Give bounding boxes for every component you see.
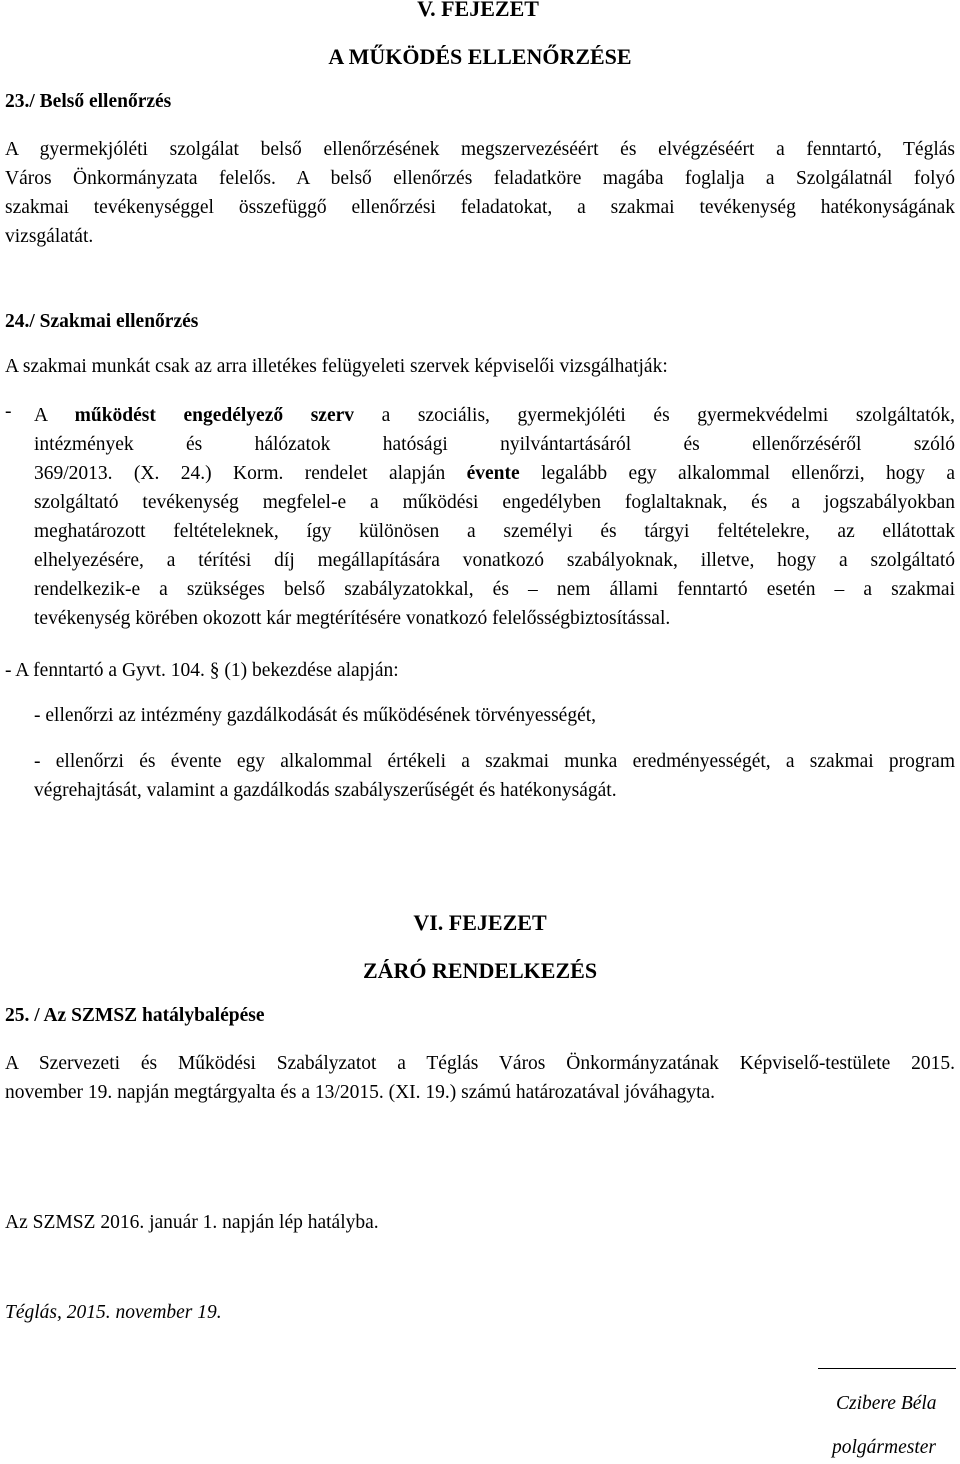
- section-24-intro: A szakmai munkát csak az arra illetékes felügyeleti szervek képviselői vizsgálhatják:: [5, 356, 668, 377]
- paragraph-line: A gyermekjóléti szolgálat belső ellenőrzésének megszervezéséért és elvégzéséért a fenntartó, Téglás: [5, 139, 955, 160]
- paragraph-line: meghatározott feltételeknek, így különösen a személyi és tárgyi feltételekre, az ellátottak: [34, 521, 955, 542]
- list-dash: -: [5, 401, 12, 422]
- text-run: a szociális, gyermekjóléti és gyermekvédelmi szolgáltatók,: [354, 405, 955, 426]
- chapter-title: A MŰKÖDÉS ELLENŐRZÉSE: [328, 44, 632, 69]
- paragraph-line: intézmények és hálózatok hatósági nyilvántartásáról és ellenőrzéséről szóló: [34, 434, 955, 455]
- paragraph-line: végrehajtását, valamint a gazdálkodás szabályszerűségét és hatékonyságát.: [34, 780, 617, 801]
- paragraph-line: elhelyezésére, a térítési díj megállapítására vonatkozó szabályoknak, illetve, hogy a szolgáltató: [34, 550, 955, 571]
- signature-line: [818, 1368, 956, 1369]
- section-heading-24: 24./ Szakmai ellenőrzés: [5, 311, 199, 332]
- paragraph-line: [34, 401, 955, 430]
- chapter-number: VI. FEJEZET: [413, 910, 547, 935]
- place-and-date: Téglás, 2015. november 19.: [5, 1302, 222, 1323]
- effective-date-statement: Az SZMSZ 2016. január 1. napján lép hatályba.: [5, 1212, 379, 1233]
- bold-run: működést engedélyező szerv: [74, 405, 355, 426]
- text-run: legalább egy alkalommal ellenőrzi, hogy a: [519, 463, 955, 484]
- paragraph-line: Város Önkormányzata felelős. A belső ellenőrzés feladatköre magába foglalja a Szolgálatnál folyó: [5, 168, 955, 189]
- sub-item-evaluation: [34, 747, 955, 805]
- signer-name: Czibere Béla: [836, 1393, 937, 1414]
- chapter-number: V. FEJEZET: [417, 0, 539, 21]
- paragraph-line: A Szervezeti és Működési Szabályzatot a Téglás Város Önkormányzatának Képviselő-testülete 2015.: [5, 1053, 955, 1074]
- paragraph-line: - ellenőrzi és évente egy alkalommal értékeli a szakmai munka eredményességét, a szakmai program: [34, 751, 955, 772]
- list-item-licensing-authority: [34, 401, 955, 633]
- section-heading-23: 23./ Belső ellenőrzés: [5, 91, 172, 112]
- paragraph-line: vizsgálatát.: [5, 226, 94, 247]
- list-item-maintainer: - A fenntartó a Gyvt. 104. § (1) bekezdése alapján:: [5, 660, 399, 681]
- section-heading-25: 25. / Az SZMSZ hatálybalépése: [5, 1005, 265, 1026]
- sub-item-management: - ellenőrzi az intézmény gazdálkodását és működésének törvényességét,: [34, 705, 597, 726]
- paragraph-line: tevékenység körében okozott kár megtérítésére vonatkozó felelősségbiztosítással.: [34, 608, 671, 629]
- signer-title: polgármester: [832, 1437, 936, 1458]
- bold-run: évente: [466, 463, 520, 484]
- paragraph-line: szolgáltató tevékenység megfelel-e a működési engedélyben foglaltaknak, és a jogszabályokban: [34, 492, 955, 513]
- text-run: A: [34, 405, 75, 426]
- paragraph-line: szakmai tevékenységgel összefüggő ellenőrzési feladatokat, a szakmai tevékenység hatékonyságának: [5, 197, 955, 218]
- chapter-title: ZÁRÓ RENDELKEZÉS: [362, 958, 598, 983]
- paragraph-line: [34, 459, 955, 488]
- paragraph-line: november 19. napján megtárgyalta és a 13/2015. (XI. 19.) számú határozatával jóváhagyta.: [5, 1082, 716, 1103]
- section-25-paragraph: [5, 1049, 955, 1107]
- section-23-paragraph: [5, 135, 955, 251]
- paragraph-line: rendelkezik-e a szükséges belső szabályzatokkal, és – nem állami fenntartó esetén – a szakmai: [34, 579, 955, 600]
- text-run: 369/2013. (X. 24.) Korm. rendelet alapján: [34, 463, 467, 484]
